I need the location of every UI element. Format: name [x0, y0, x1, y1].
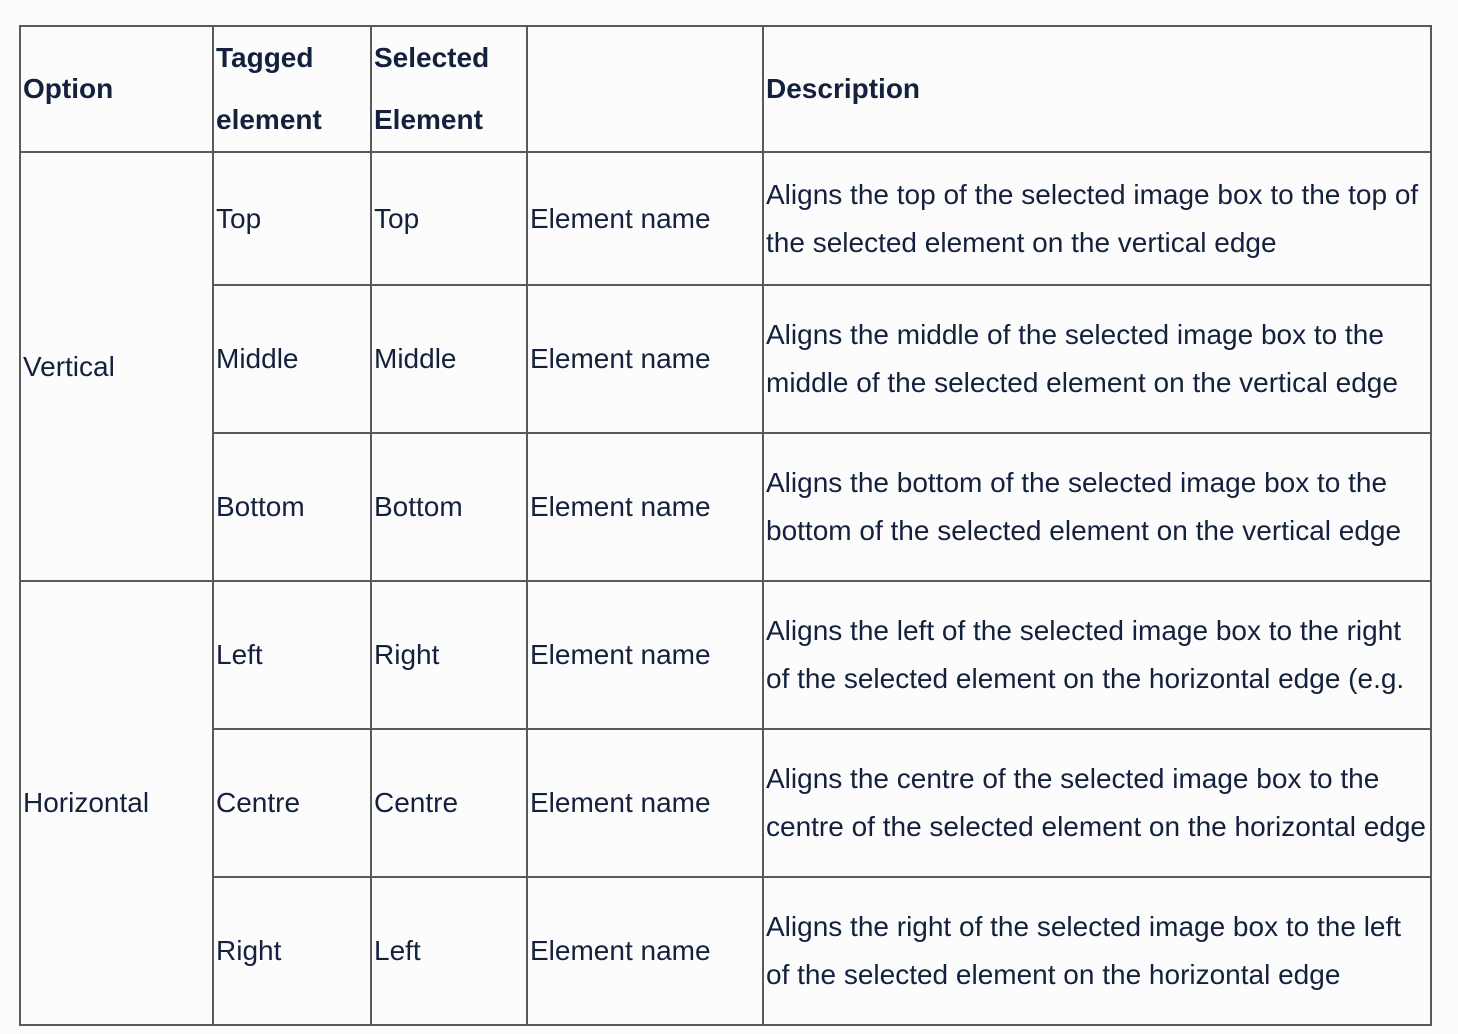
tagged-element-cell: Middle	[213, 285, 371, 433]
header-selected-element: Selected Element	[371, 26, 527, 152]
header-row	[20, 26, 1431, 152]
description-cell: Aligns the left of the selected image box to the right of the selected element on the horizontal edge (e.g.	[763, 581, 1431, 729]
selected-element-cell: Middle	[371, 285, 527, 433]
header-description: Description	[763, 26, 1431, 152]
selected-element-cell: Top	[371, 152, 527, 285]
header-option: Option	[20, 26, 213, 152]
table-row	[20, 877, 1431, 1025]
selected-element-cell: Right	[371, 581, 527, 729]
element-name-cell: Element name	[527, 729, 763, 877]
description-cell: Aligns the right of the selected image box to the left of the selected element on the horizontal edge	[763, 877, 1431, 1025]
element-name-cell: Element name	[527, 285, 763, 433]
option-cell-horizontal: Horizontal	[20, 581, 213, 1025]
table-row	[20, 581, 1431, 729]
selected-element-cell: Left	[371, 877, 527, 1025]
header-tagged-element: Tagged element	[213, 26, 371, 152]
option-cell-vertical: Vertical	[20, 152, 213, 581]
description-cell: Aligns the top of the selected image box to the top of the selected element on the vertical edge	[763, 152, 1431, 285]
description-cell: Aligns the bottom of the selected image box to the bottom of the selected element on the vertical edge	[763, 433, 1431, 581]
tagged-element-cell: Centre	[213, 729, 371, 877]
tagged-element-cell: Bottom	[213, 433, 371, 581]
element-name-cell: Element name	[527, 581, 763, 729]
element-name-cell: Element name	[527, 152, 763, 285]
table-row	[20, 285, 1431, 433]
element-name-cell: Element name	[527, 433, 763, 581]
selected-element-cell: Bottom	[371, 433, 527, 581]
tagged-element-cell: Top	[213, 152, 371, 285]
selected-element-cell: Centre	[371, 729, 527, 877]
tagged-element-cell: Right	[213, 877, 371, 1025]
element-name-cell: Element name	[527, 877, 763, 1025]
table-row	[20, 433, 1431, 581]
description-cell: Aligns the centre of the selected image box to the centre of the selected element on the horizontal edge	[763, 729, 1431, 877]
header-element-name	[527, 26, 763, 152]
alignment-options-table	[19, 25, 1432, 1026]
description-cell: Aligns the middle of the selected image box to the middle of the selected element on the vertical edge	[763, 285, 1431, 433]
table-row	[20, 152, 1431, 285]
table-row	[20, 729, 1431, 877]
tagged-element-cell: Left	[213, 581, 371, 729]
